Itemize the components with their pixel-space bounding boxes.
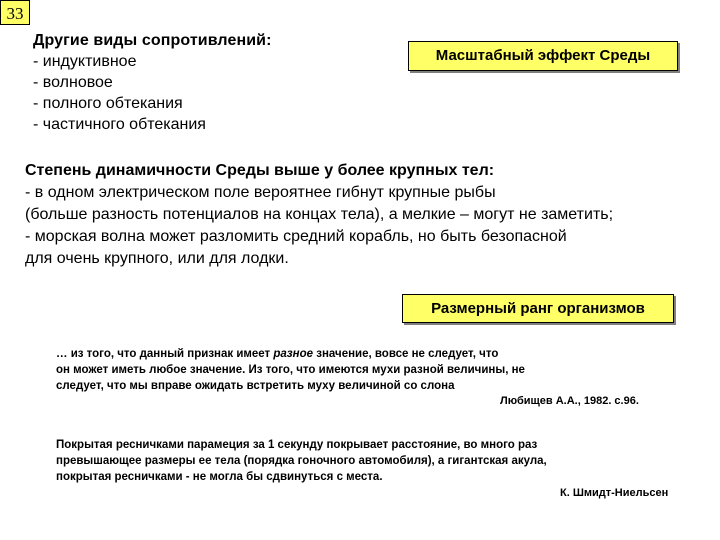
quote-text: значение, вовсе не следует, что	[313, 348, 499, 360]
dynamics-heading: Степень динамичности Среды выше у более крупных тел:	[25, 162, 495, 179]
quote-line	[56, 346, 525, 362]
dynamics-line: - морская волна может разломить средний корабль, но быть безопасной	[25, 228, 567, 245]
size-rank-label: Размерный ранг организмов	[402, 294, 674, 323]
resistance-item: - волновое	[33, 74, 113, 91]
dynamics-line: (больше разность потенциалов на концах тела), а мелкие – могут не заметить;	[25, 206, 614, 223]
resistance-item: - полного обтекания	[33, 95, 183, 112]
quote-line: покрытая ресничками - не могла бы сдвинуться с места.	[56, 471, 383, 483]
dynamics-line: - в одном электрическом поле вероятнее гибнут крупные рыбы	[25, 184, 496, 201]
resistance-heading: Другие виды сопротивлений:	[33, 32, 272, 49]
resistance-list	[33, 30, 272, 135]
quote-text: … из того, что данный признак имеет	[56, 348, 274, 360]
quote-emphasis: разное	[273, 348, 314, 360]
quote-attribution: Любищев А.А., 1982. с.96.	[500, 395, 639, 407]
scale-effect-label: Масштабный эффект Среды	[408, 41, 678, 71]
dynamics-line: для очень крупного, или для лодки.	[25, 250, 289, 267]
slide-number: 33	[0, 0, 30, 25]
quote-schmidt-nielsen	[56, 437, 547, 485]
quote-line: следует, что мы вправе ожидать встретить муху величиной со слона	[56, 380, 455, 392]
quote-attribution: К. Шмидт-Ниельсен	[560, 487, 669, 499]
resistance-item: - частичного обтекания	[33, 116, 206, 133]
quote-line: Покрытая ресничками парамеция за 1 секунду покрывает расстояние, во много раз	[56, 439, 538, 451]
dynamics-paragraph	[25, 160, 613, 270]
quote-line: он может иметь любое значение. Из того, что имеются мухи разной величины, не	[56, 364, 525, 376]
quote-lyubishchev	[56, 346, 525, 394]
quote-line: превышающее размеры ее тела (порядка гоночного автомобиля), а гигантская акула,	[56, 455, 547, 467]
resistance-item: - индуктивное	[33, 53, 137, 70]
